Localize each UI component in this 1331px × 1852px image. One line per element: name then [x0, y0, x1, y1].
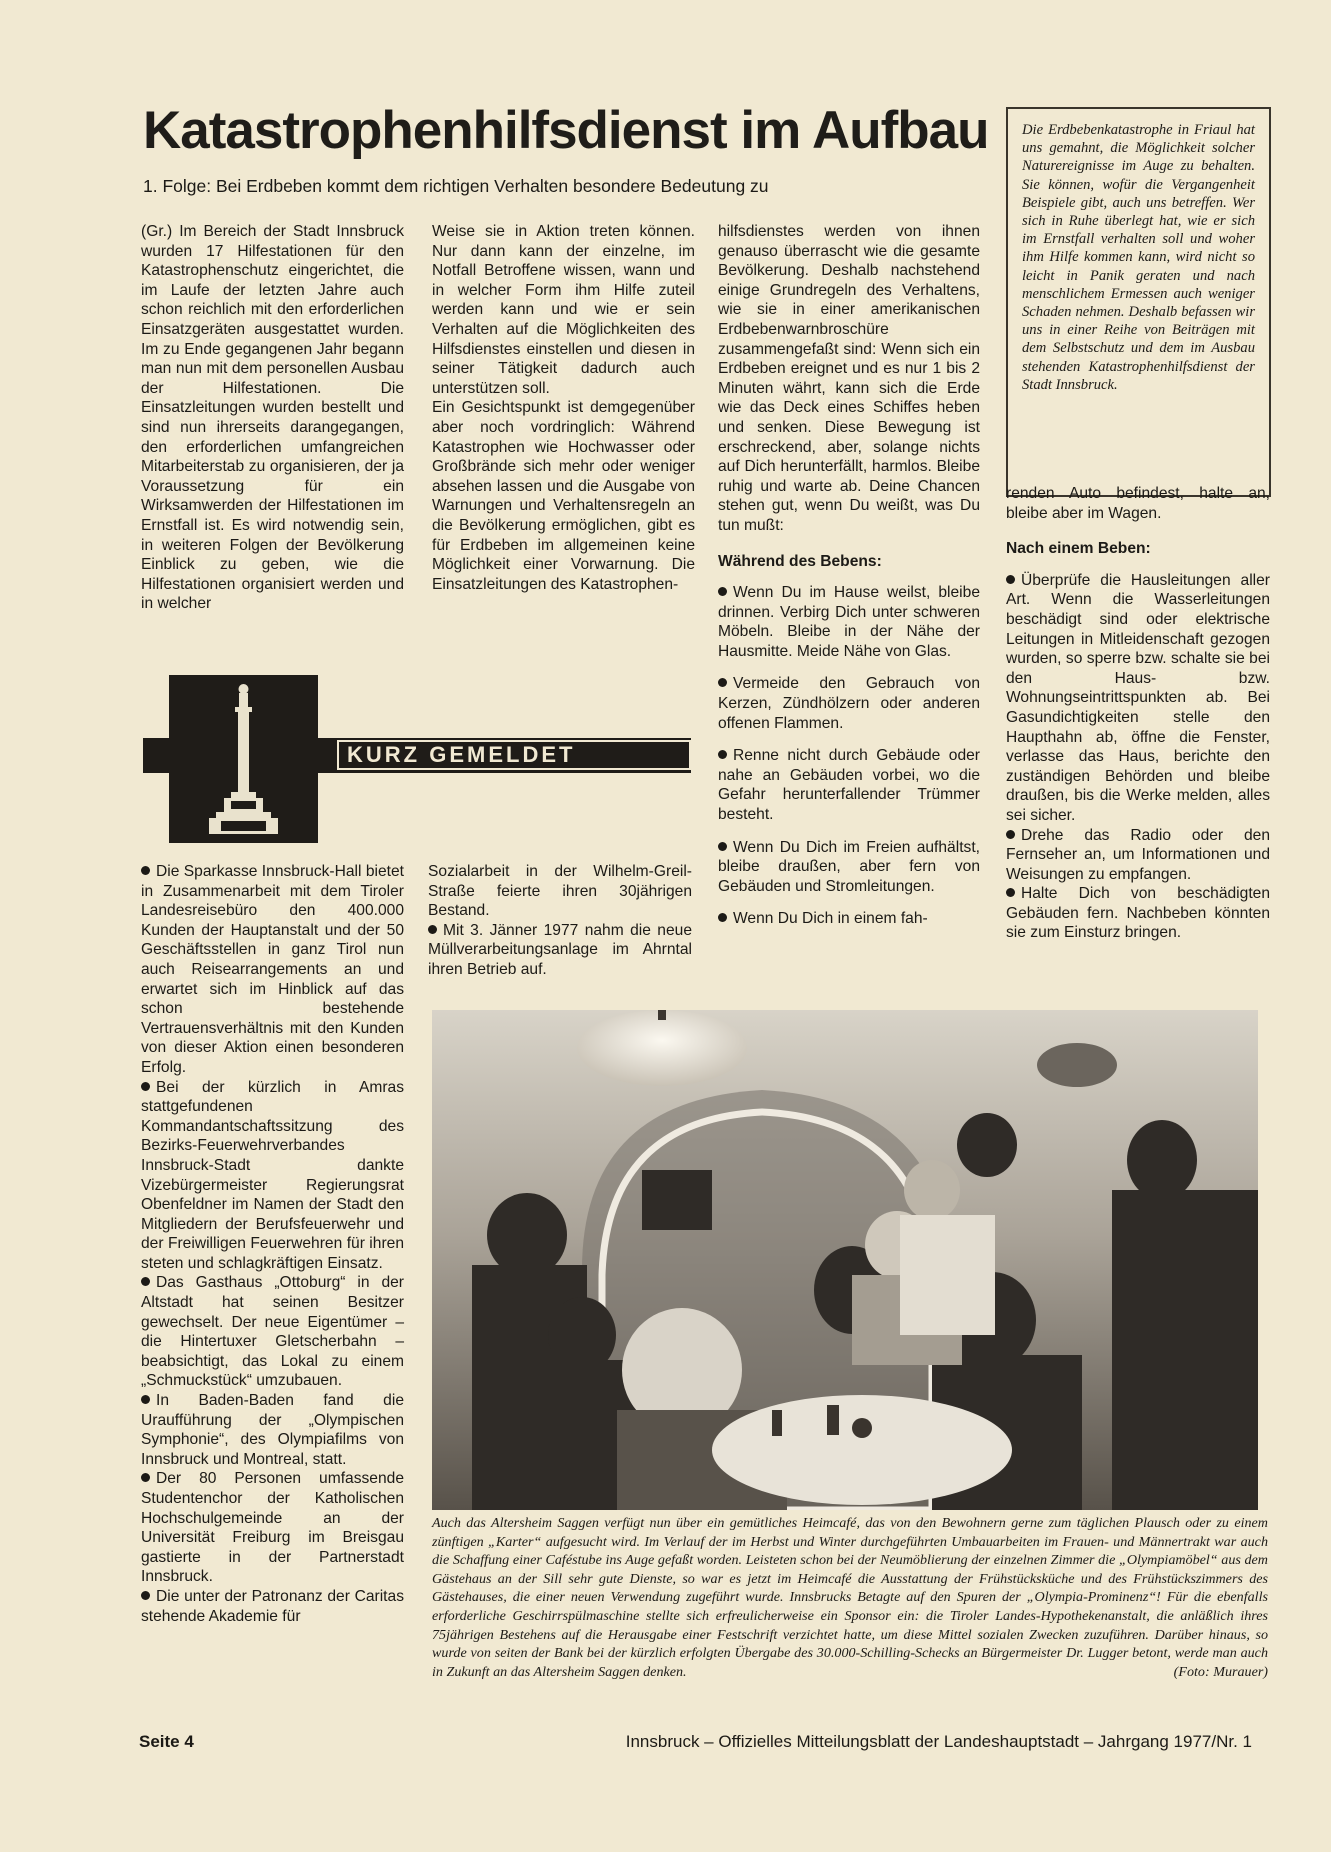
- news-item: Das Gasthaus „Ottoburg“ in der Altstadt hat seinen Besitzer gewechselt. Der neue Eigentümer – die Hintertuxer Gletscherbahn – beabsichtigt, das Lokal zu einem „Schmuckstück“ umzubauen.: [141, 1274, 404, 1390]
- heimcafe-photo: [432, 1010, 1258, 1510]
- rule-item: Wenn Du Dich im Freien aufhältst, bleibe draußen, aber fern von Gebäuden und Stromleitungen.: [718, 838, 980, 895]
- article-paragraph: Ein Gesichtspunkt ist demgegenüber aber noch vordringlich: Während Katastrophen wie Hochwasser oder Großbrände sich mehr oder weniger absehen lassen und die Ausgabe von Warnungen und Verhaltensregeln an die Bevölkerung ermöglichen, gibt es für Erdbeben im allgemeinen keine Möglichkeit einer Vorwarnung. Die Einsatzleitungen des Katastrophen-: [432, 399, 695, 593]
- photo-caption: [432, 1514, 1268, 1681]
- section-heading-after: Nach einem Beben:: [1006, 540, 1151, 558]
- intro-sidebox: [1006, 107, 1271, 497]
- kurz-gemeldet-title: KURZ GEMELDET: [337, 740, 691, 770]
- caption-text: Auch das Altersheim Saggen verfügt nun über ein gemütliches Heimcafé, das von den Bewohnern gerne zum täglichen Plausch oder zu einem zünftigen „Karter“ aufgesucht wird. Im Verlauf der im Herbst und Winter durchgeführten Umbauarbeiten im Frauen- und Männertrakt war auch die Schaffung einer Caféstube ins Auge gefaßt worden. Leisteten schon bei der Neumöblierung der einzelnen Zimmer die „Olympiamöbel“ aus dem Gästehaus an der Sill sehr gute Dienste, so war es jetzt im Heimcafé die Ausstattung der Frühstücksküche und des Frühstückszimmers des Gästehauses, die einer neuen Verwendung zugeführt wurde. Innsbrucks Betagte auf den Spuren der „Olympia-Prominenz“! Für die ebenfalls erforderliche Geschirrspülmaschine stellte sich erfreulicherweise ein Sponsor ein: die Tiroler Landes-Hypothekenanstalt, die anläßlich ihres 75jährigen Bestehens auf die Herausgabe einer Festschrift verzichtet hatte, um diese Mittel sozialen Zwecken zuzuführen. Darüber hinaus, so wurde von seiten der Bank bei der kürzlich erfolgten Übergabe des 30.000-Schilling-Schecks an Bürgermeister Dr. Lugger betont, werde man auch in Zukunft an das Altersheim Saggen denken.: [432, 1515, 1268, 1680]
- rule-item: Wenn Du Dich in einem fah-: [718, 909, 980, 929]
- rule-item: Halte Dich von beschädigten Gebäuden fern. Nachbeben könnten sie zum Einsturz bringen.: [1006, 885, 1270, 942]
- news-item: Die unter der Patronanz der Caritas stehende Akademie für: [141, 1587, 404, 1625]
- article-column-3: [718, 222, 980, 929]
- subtitle: 1. Folge: Bei Erdbeben kommt dem richtigen Verhalten besondere Bedeutung zu: [143, 176, 769, 196]
- article-column-2: [432, 222, 695, 594]
- news-item: In Baden-Baden fand die Uraufführung der „Olympischen Symphonie“, des Olympiafilms von Innsbruck und Montreal, statt.: [141, 1392, 404, 1468]
- publication-footer: Innsbruck – Offizielles Mitteilungsblatt der Landeshauptstadt – Jahrgang 1977/Nr. 1: [625, 1732, 1252, 1751]
- rule-item: Vermeide den Gebrauch von Kerzen, Zündhölzern oder anderen offenen Flammen.: [718, 675, 980, 732]
- photo-image: [432, 1010, 1258, 1510]
- article-paragraph: hilfsdienstes werden von ihnen genauso überrascht wie die gesamte Bevölkerung. Deshalb nachstehend einige Grundregeln des Verhaltens, wie sie in einer amerikanischen Erdbebenwarnbroschüre zusammengefaßt sind: Wenn sich ein Erdbeben ereignet und es nur 1 bis 2 Minuten währt, kann sich die Erde wie das Deck eines Schiffes heben und senken. Diese Bewegung ist erschreckend, aber, solange nichts auf Dich herunterfällt, harmlos. Bleibe ruhig und warte ab. Deine Chancen stehen gut, wenn Du weißt, was Du tun mußt:: [718, 223, 980, 534]
- news-column-2: [428, 862, 692, 980]
- rule-item: Renne nicht durch Gebäude oder nahe an Gebäuden vorbei, wo die Gefahr herunterfallender Trümmer besteht.: [718, 747, 980, 824]
- news-item: Bei der kürzlich in Amras stattgefundenen Kommandantschaftssitzung des Bezirks-Feuerwehrverbandes Innsbruck-Stadt dankte Vizebürgermeister Regierungsrat Obenfeldner im Namen der Stadt den Mitgliedern der Berufsfeuerwehr und der Freiwilligen Feuerwehren für ihren steten und schlagkräftigen Einsatz.: [141, 1078, 404, 1272]
- column-monument-emblem: [169, 675, 318, 843]
- news-column-1: [141, 862, 404, 1626]
- news-item: Der 80 Personen umfassende Studentenchor der Katholischen Hochschulgemeinde an der Universität Freiburg im Breisgau gastierte in der Partnerstadt Innsbruck.: [141, 1470, 404, 1586]
- news-item: Die Sparkasse Innsbruck-Hall bietet in Zusammenarbeit mit dem Tiroler Landesreisebüro den 400.000 Kunden der Hauptanstalt und der 50 Geschäftsstellen in ganz Tirol nun auch Reisearrangements an und erwartet sich im Hinblick auf das schon bestehende Vertrauensverhältnis mit den Kunden von dieser Aktion einen besonderen Erfolg.: [141, 863, 404, 1076]
- news-item: Mit 3. Jänner 1977 nahm die neue Müllverarbeitungsanlage im Ahrntal ihren Betrieb auf.: [428, 921, 692, 978]
- article-paragraph: renden Auto befindest, halte an, bleibe aber im Wagen.: [1006, 485, 1270, 522]
- rule-item: Drehe das Radio oder den Fernseher an, um Informationen und Weisungen zu empfangen.: [1006, 826, 1270, 883]
- article-column-4: [1006, 484, 1270, 943]
- article-paragraph: (Gr.) Im Bereich der Stadt Innsbruck wurden 17 Hilfestationen für den Katastrophenschutz eingerichtet, die im Laufe der letzten Jahre auch schon reichlich mit den erforderlichen Einsatzgeräten ausgestattet wurden. Im zu Ende gegangenen Jahr begann man nun mit dem personellen Ausbau der Hilfestationen. Die Einsatzleitungen wurden bestellt und sind nun ihrerseits darangegangen, den erforderlichen umfangreichen Mitarbeiterstab zu organisieren, der ja Voraussetzung für ein Wirksamwerden der Hilfestationen im Ernstfall ist. Es wird notwendig sein, in weiteren Folgen der Bevölkerung Einblick zu geben, wie die Hilfestationen organisiert werden und in welcher: [141, 223, 404, 613]
- rule-item: Wenn Du im Hause weilst, bleibe drinnen. Verbirg Dich unter schweren Möbeln. Bleibe in der Nähe der Hausmitte. Meide Nähe von Glas.: [718, 584, 980, 660]
- article-paragraph: Weise sie in Aktion treten können. Nur dann kann der einzelne, im Notfall Betroffene wissen, wann und in welcher Form ihm Hilfe zuteil werden kann und wie er sein Verhalten auf die Möglichkeiten des Hilfsdienstes einstellen und diesen in seiner Tätigkeit dadurch auch unterstützen soll.: [432, 223, 695, 397]
- section-heading-during: Während des Bebens:: [718, 552, 882, 570]
- photo-credit: (Foto: Murauer): [1173, 1663, 1268, 1680]
- sidebox-text: Die Erdbebenkatastrophe in Friaul hat uns gemahnt, die Möglichkeit solcher Naturereignisse im Auge zu behalten. Sie können, wofür die Vergangenheit Beispiele gibt, auch uns betreffen. Wer sich in Ruhe überlegt hat, wie er sich im Ernstfall verhalten soll und woher ihm Hilfe kommen kann, wird nicht so leicht in Panik geraten und nach menschlichem Ermessen auch weniger Schaden nehmen. Deshalb befassen wir uns in einer Reihe von Beiträgen mit dem Selbstschutz und dem im Ausbau stehenden Katastrophenhilfsdienst der Stadt Innsbruck.: [1022, 122, 1255, 393]
- annasaeule-icon: [169, 675, 318, 843]
- article-column-1: [141, 222, 404, 614]
- headline: Katastrophenhilfsdienst im Aufbau: [143, 101, 989, 160]
- page-number: Seite 4: [139, 1732, 194, 1751]
- rule-item: Überprüfe die Hausleitungen aller Art. Wenn die Wasserleitungen beschädigt sind oder elektrische Leitungen in Mitleidenschaft gezogen wurden, so sperre bzw. schalte sie bei den Haus- bzw. Wohnungseintrittspunkten ab. Bei Gasundichtigkeiten stelle den Haupthahn ab, öffne die Fenster, verlasse das Haus, berichte den zuständigen Behörden und bleibe draußen, bis die Werke melden, alles sei sicher.: [1006, 571, 1270, 824]
- news-item: Sozialarbeit in der Wilhelm-Greil-Straße feierte ihren 30jährigen Bestand.: [428, 863, 692, 920]
